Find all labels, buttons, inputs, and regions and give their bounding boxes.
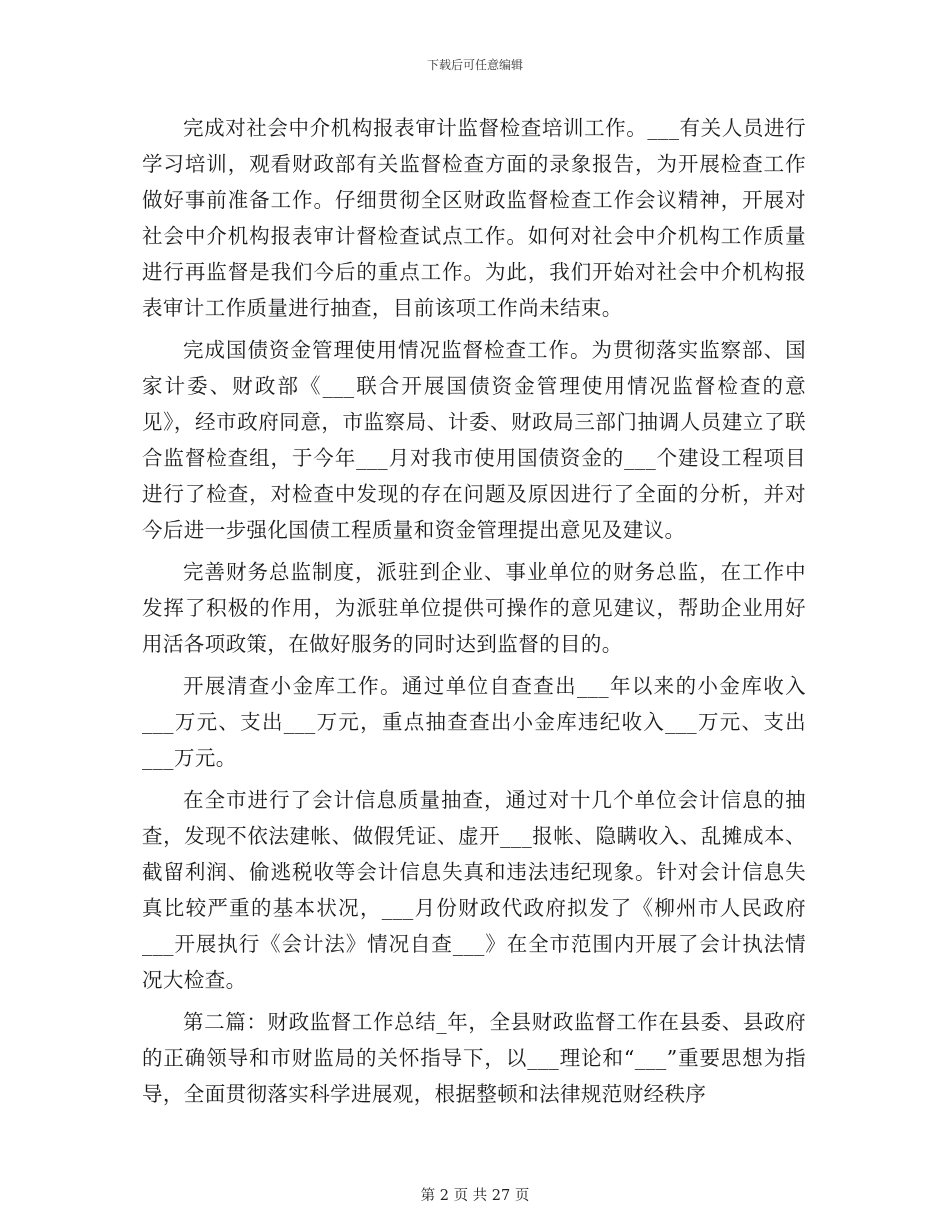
paragraph-treasury-bonds: 完成国债资金管理使用情况监督检查工作。为贯彻落实监察部、国家计委、财政部《___联合开展国债资金管理使用情况监督检查的意见》，经市政府同意，市监察局、计委、财政局三部门抽调人员建立了联合监督检查组，于今年___月对我市使用国债资金的___个建设工程项目进行了检查，对检查中发现的存在问题及原因进行了全面的分析，并对今后进一步强化国债工程质量和资金管理提出意见及建议。 (142, 338, 806, 542)
paragraph-financial-director: 完善财务总监制度，派驻到企业、事业单位的财务总监，在工作中发挥了积极的作用，为派驻单位提供可操作的意见建议，帮助企业用好用活各项政策，在做好服务的同时达到监督的目的。 (142, 560, 806, 656)
document-body (142, 110, 806, 1118)
page-header: 下载后可任意编辑 (426, 58, 523, 72)
paragraph-slush-fund: 开展清查小金库工作。通过单位自查查出___年以来的小金库收入___万元、支出___万元，重点抽查查出小金库违纪收入___万元、支出___万元。 (142, 674, 806, 770)
paragraph-accounting-quality: 在全市进行了会计信息质量抽查，通过对十几个单位会计信息的抽查，发现不依法建帐、做假凭证、虚开___报帐、隐瞒收入、乱摊成本、截留利润、偷逃税收等会计信息失真和违法违纪现象。针对会计信息失真比较严重的基本状况，___月份财政代政府拟发了《柳州市人民政府___开展执行《会计法》情况自查___》在全市范围内开展了会计执法情况大检查。 (142, 788, 806, 992)
paragraph-second-article: 第二篇：财政监督工作总结_年，全县财政监督工作在县委、县政府的正确领导和市财监局的关怀指导下，以___理论和“___”重要思想为指导，全面贯彻落实科学进展观，根据整顿和法律规范财经秩序 (142, 1010, 806, 1106)
page-number: 第 2 页 共 27 页 (420, 1188, 530, 1204)
paragraph-audit-training: 完成对社会中介机构报表审计监督检查培训工作。___有关人员进行学习培训，观看财政部有关监督检查方面的录象报告，为开展检查工作做好事前准备工作。仔细贯彻全区财政监督检查工作会议精神，开展对社会中介机构报表审计督检查试点工作。如何对社会中介机构工作质量进行再监督是我们今后的重点工作。为此，我们开始对社会中介机构报表审计工作质量进行抽查，目前该项工作尚未结束。 (142, 116, 806, 320)
